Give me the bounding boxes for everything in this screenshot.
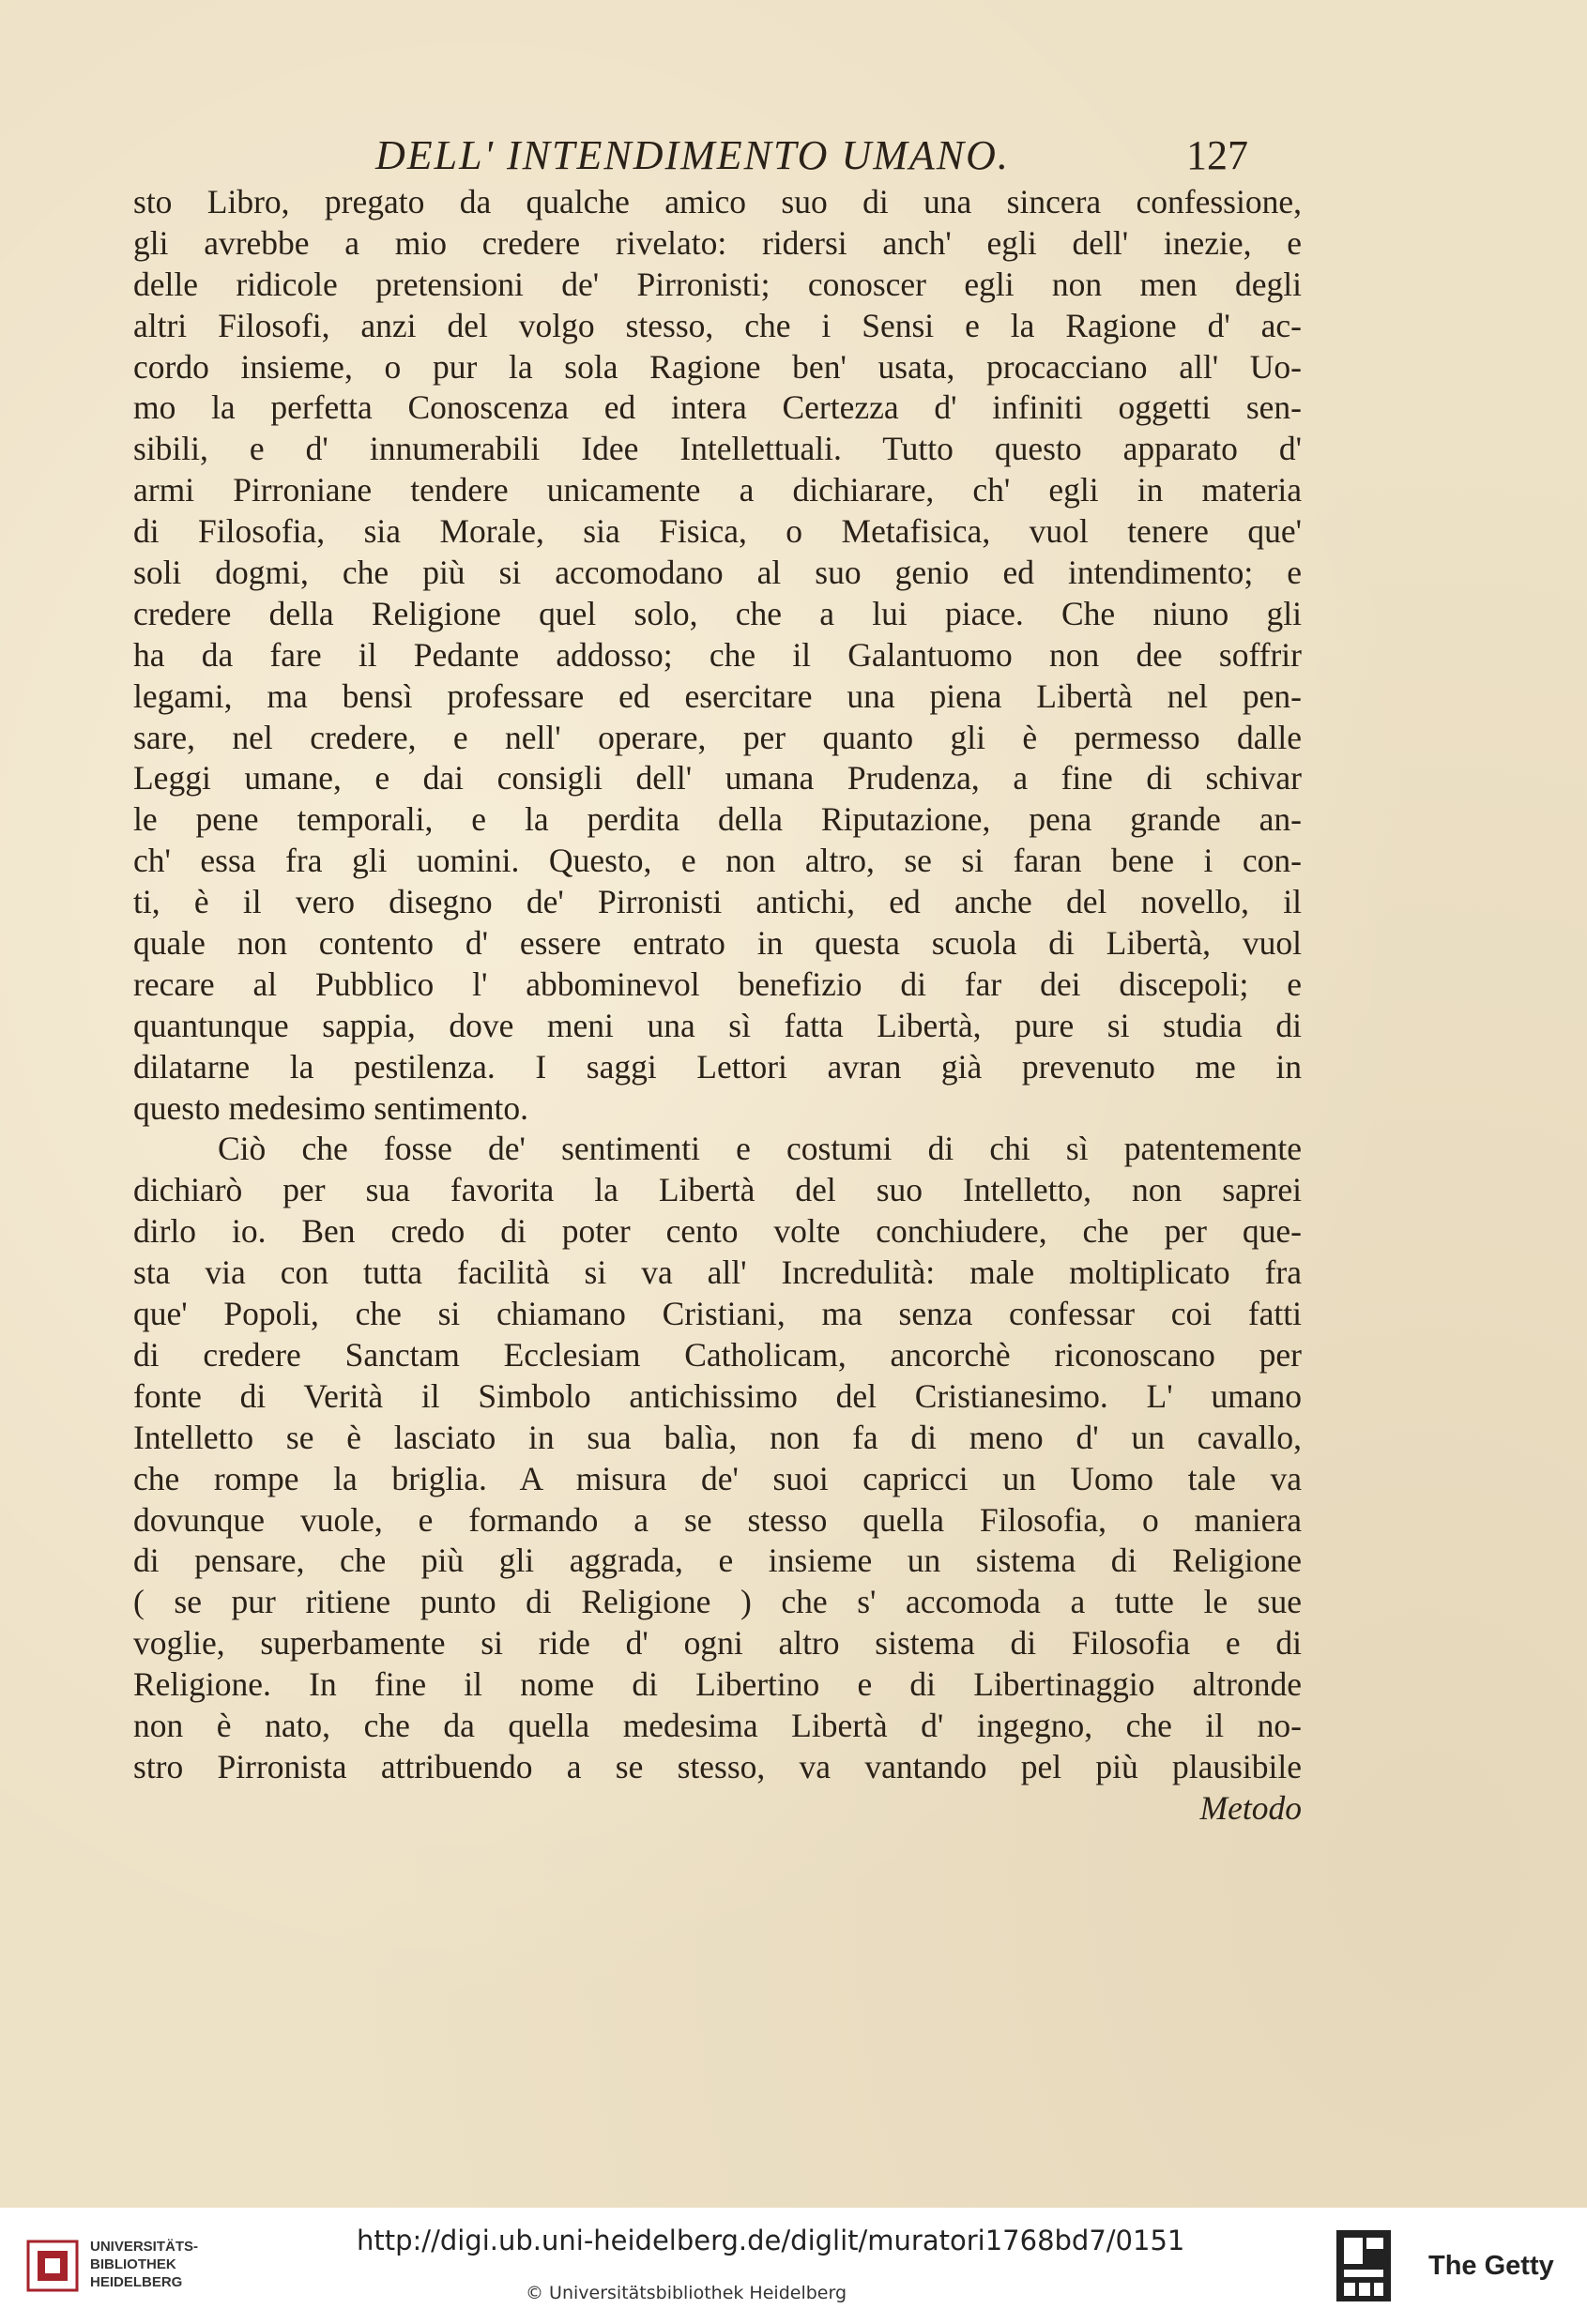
text-line: fonte di Verità il Simbolo antichissimo del Cristianesimo. L' umano: [133, 1376, 1302, 1415]
text-line: altri Filosofi, anzi del volgo stesso, che i Sensi e la Ragione d' ac-: [133, 306, 1302, 344]
running-head: [375, 131, 1248, 188]
getty-logo[interactable]: [1335, 2228, 1560, 2303]
text-line: ti, è il vero disegno de' Pirronisti antichi, ed anche del novello, il: [133, 883, 1302, 921]
text-line: armi Pirroniane tendere unicamente a dichiarare, ch' egli in materia: [133, 471, 1302, 509]
text-line: di credere Sanctam Ecclesiam Catholicam, ancorchè riconoscano per: [133, 1335, 1302, 1374]
paragraph-start-line: Ciò che fosse de' sentimenti e costumi di chi sì patentemente: [218, 1130, 1302, 1168]
getty-label: The Getty: [1428, 2251, 1554, 2281]
text-line: che rompe la briglia. A misura de' suoi capricci un Uomo tale va: [133, 1459, 1302, 1497]
text-line: Leggi umane, e dai consigli dell' umana Prudenza, a fine di schivar: [133, 759, 1302, 797]
university-library-logo[interactable]: [24, 2228, 254, 2303]
text-line: que' Popoli, che si chiamano Cristiani, ma senza confessar coi fatti: [133, 1295, 1302, 1333]
text-line: dichiarò per sua favorita la Libertà del suo Intelletto, non saprei: [133, 1171, 1302, 1209]
text-line: cordo insieme, o pur la sola Ragione ben' usata, procacciano all' Uo-: [133, 347, 1302, 386]
getty-mark-icon: [1335, 2228, 1393, 2303]
text-line: Intelletto se è lasciato in sua balìa, non fa di meno d' un cavallo,: [133, 1418, 1302, 1456]
body-text: [133, 182, 1302, 1830]
permalink-url[interactable]: http://digi.ub.uni-heidelberg.de/diglit/muratori1768bd7/0151: [357, 2225, 1185, 2256]
text-line: Religione. In fine il nome di Libertino e di Libertinaggio altronde: [133, 1665, 1302, 1704]
text-line: sare, nel credere, e nell' operare, per quanto gli è permesso dalle: [133, 718, 1302, 756]
text-line: quale non contento d' essere entrato in questa scuola di Libertà, vuol: [133, 924, 1302, 963]
text-line: le pene temporali, e la perdita della Riputazione, pena grande an-: [133, 800, 1302, 839]
text-line: ha da fare il Pedante addosso; che il Galantuomo non dee soffrir: [133, 635, 1302, 674]
text-line: sibili, e d' innumerabili Idee Intellettuali. Tutto questo apparato d': [133, 430, 1302, 468]
text-line: legami, ma bensì professare ed esercitare una piena Libertà nel pen-: [133, 676, 1302, 715]
text-line: ch' essa fra gli uomini. Questo, e non altro, se si faran bene i con-: [133, 842, 1302, 880]
text-line: dirlo io. Ben credo di poter cento volte conchiudere, che per que-: [133, 1212, 1302, 1251]
text-line: di Filosofia, sia Morale, sia Fisica, o Metafisica, vuol tenere que': [133, 512, 1302, 551]
page-number: 127: [1186, 132, 1248, 178]
library-seal-icon: [24, 2238, 81, 2294]
text-line: quantunque sappia, dove meni una sì fatta Libertà, pure si studia di: [133, 1006, 1302, 1044]
viewer-footer: [0, 2208, 1587, 2324]
text-line: non è nato, che da quella medesima Libertà d' ingegno, che il no-: [133, 1706, 1302, 1744]
text-line: mo la perfetta Conoscenza ed intera Certezza d' infiniti oggetti sen-: [133, 388, 1302, 427]
text-line: ( se pur ritiene punto di Religione ) che s' accomoda a tutte le sue: [133, 1583, 1302, 1621]
text-line: voglie, superbamente si ride d' ogni altro sistema di Filosofia e di: [133, 1624, 1302, 1663]
running-title: DELL' INTENDIMENTO UMANO.: [375, 132, 1010, 178]
text-line: delle ridicole pretensioni de' Pirronisti; conoscer egli non men degli: [133, 265, 1302, 303]
text-line: dilatarne la pestilenza. I saggi Lettori avran già prevenuto me in: [133, 1047, 1302, 1086]
copyright-notice: © Universitätsbibliothek Heidelberg: [526, 2283, 847, 2303]
text-line: di pensare, che più gli aggrada, e insieme un sistema di Religione: [133, 1542, 1302, 1580]
text-line: soli dogmi, che più si accomodano al suo genio ed intendimento; e: [133, 554, 1302, 592]
university-library-name: UNIVERSITÄTS- BIBLIOTHEK HEIDELBERG: [90, 2239, 199, 2290]
text-line: dovunque vuole, e formando a se stesso quella Filosofia, o maniera: [133, 1500, 1302, 1539]
text-line: stro Pirronista attribuendo a se stesso, va vantando pel più plausibile: [133, 1747, 1302, 1785]
paragraph-end-line: questo medesimo sentimento.: [133, 1088, 529, 1127]
catchword: Metodo: [1199, 1788, 1302, 1827]
text-line: recare al Pubblico l' abbominevol benefizio di far dei discepoli; e: [133, 965, 1302, 1003]
text-line: gli avrebbe a mio credere rivelato: ridersi anch' egli dell' inezie, e: [133, 223, 1302, 262]
text-line: sto Libro, pregato da qualche amico suo di una sincera confessione,: [133, 183, 1302, 220]
text-line: sta via con tutta facilità si va all' Incredulità: male moltiplicato fra: [133, 1253, 1302, 1292]
text-line: credere della Religione quel solo, che a lui piace. Che niuno gli: [133, 594, 1302, 632]
